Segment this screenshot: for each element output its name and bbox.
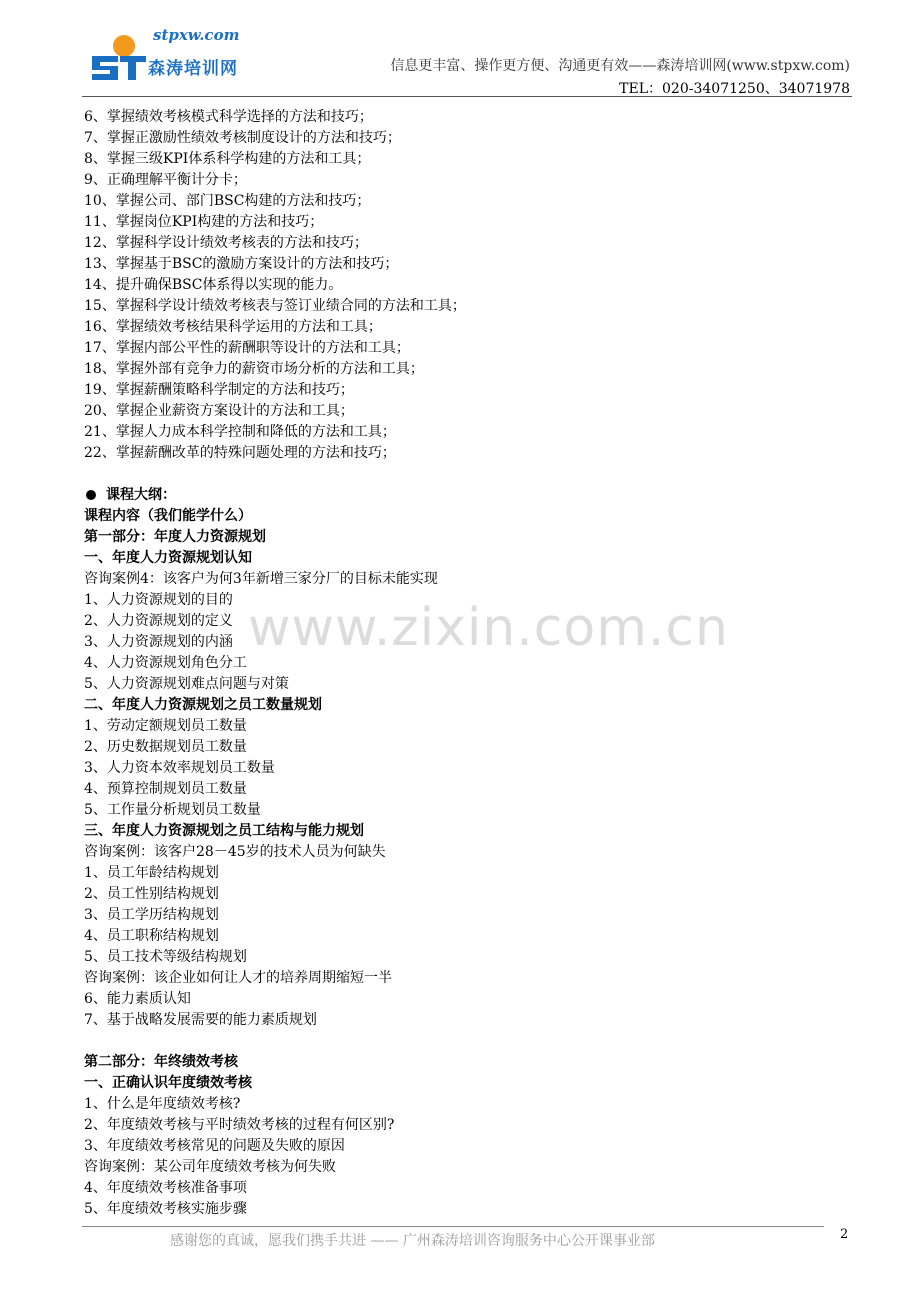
list-item: 14、提升确保BSC体系得以实现的能力。 (84, 277, 343, 293)
list-item: 3、年度绩效考核常见的问题及失败的原因 (84, 1138, 345, 1154)
list-item: 5、员工技术等级结构规划 (84, 949, 247, 965)
list-item: 11、掌握岗位KPI构建的方法和技巧； (84, 214, 324, 230)
header-divider (82, 96, 852, 97)
section-title: 一、年度人力资源规划认知 (84, 550, 252, 566)
list-item: 4、人力资源规划角色分工 (84, 655, 247, 671)
logo-url: stpxw.com (153, 26, 240, 44)
list-item: 1、劳动定额规划员工数量 (84, 718, 247, 734)
list-item: 20、掌握企业薪资方案设计的方法和工具； (84, 403, 354, 419)
section-title: 一、正确认识年度绩效考核 (84, 1075, 252, 1091)
list-item: 2、人力资源规划的定义 (84, 613, 233, 629)
bullet-icon (86, 490, 96, 500)
spacer (84, 464, 854, 485)
list-item: 7、掌握正激励性绩效考核制度设计的方法和技巧； (84, 130, 401, 146)
list-item: 2、年度绩效考核与平时绩效考核的过程有何区别? (84, 1117, 395, 1133)
list-item: 1、员工年龄结构规划 (84, 865, 219, 881)
list-item: 4、员工职称结构规划 (84, 928, 219, 944)
logo-mark-icon (88, 34, 150, 84)
list-item: 12、掌握科学设计绩效考核表的方法和技巧； (84, 235, 368, 251)
page-number: 2 (840, 1227, 849, 1242)
list-item: 22、掌握薪酬改革的特殊问题处理的方法和技巧； (84, 445, 396, 461)
list-item: 3、人力资源规划的内涵 (84, 634, 233, 650)
watermark: www.zixin.com.cn (248, 598, 729, 658)
list-item: 3、员工学历结构规划 (84, 907, 219, 923)
part2-title: 第二部分：年终绩效考核 (84, 1054, 238, 1070)
list-item: 2、历史数据规划员工数量 (84, 739, 247, 755)
list-item: 10、掌握公司、部门BSC构建的方法和技巧； (84, 193, 371, 209)
part1-title: 第一部分：年度人力资源规划 (84, 529, 266, 545)
list-item: 21、掌握人力成本科学控制和降低的方法和工具； (84, 424, 396, 440)
list-item: 16、掌握绩效考核结果科学运用的方法和工具； (84, 319, 382, 335)
section-title: 二、年度人力资源规划之员工数量规划 (84, 697, 322, 713)
list-item: 15、掌握科学设计绩效考核表与签订业绩合同的方法和工具； (84, 298, 466, 314)
list-item: 5、人力资源规划难点问题与对策 (84, 676, 289, 692)
logo-name: 森涛培训网 (148, 59, 238, 79)
list-item: 7、基于战略发展需要的能力素质规划 (84, 1012, 317, 1028)
list-item: 6、掌握绩效考核模式科学选择的方法和技巧； (84, 109, 373, 125)
list-item: 1、什么是年度绩效考核? (84, 1096, 241, 1112)
header-phone: TEL：020-34071250、34071978 (619, 81, 850, 97)
list-item: 13、掌握基于BSC的激励方案设计的方法和技巧； (84, 256, 399, 272)
list-item: 18、掌握外部有竞争力的薪资市场分析的方法和工具； (84, 361, 424, 377)
list-item: 咨询案例：该企业如何让人才的培养周期缩短一半 (84, 970, 392, 986)
objectives-list (84, 107, 854, 464)
spacer (84, 1031, 854, 1052)
list-item: 咨询案例4：该客户为何3年新增三家分厂的目标未能实现 (84, 571, 438, 587)
list-item: 3、人力资本效率规划员工数量 (84, 760, 275, 776)
header-slogan: 信息更丰富、操作更方便、沟通更有效——森涛培训网(www.stpxw.com) (390, 58, 850, 74)
list-item: 咨询案例：该客户28－45岁的技术人员为何缺失 (84, 844, 386, 860)
list-item: 4、预算控制规划员工数量 (84, 781, 247, 797)
list-item: 9、正确理解平衡计分卡； (84, 172, 247, 188)
document-body (84, 107, 854, 1220)
list-item: 8、掌握三级KPI体系科学构建的方法和工具； (84, 151, 371, 167)
list-item: 17、掌握内部公平性的薪酬职等设计的方法和工具； (84, 340, 410, 356)
list-item: 6、能力素质认知 (84, 991, 191, 1007)
list-item: 5、年度绩效考核实施步骤 (84, 1201, 247, 1217)
outline-subheading: 课程内容（我们能学什么） (84, 508, 252, 524)
footer-divider (82, 1226, 824, 1227)
outline-heading (84, 485, 854, 506)
section-title: 三、年度人力资源规划之员工结构与能力规划 (84, 823, 364, 839)
site-logo (88, 26, 248, 86)
list-item: 2、员工性别结构规划 (84, 886, 219, 902)
outline-heading-text: 课程大纲： (106, 487, 176, 503)
list-item: 19、掌握薪酬策略科学制定的方法和技巧； (84, 382, 354, 398)
list-item: 4、年度绩效考核准备事项 (84, 1180, 247, 1196)
list-item: 咨询案例：某公司年度绩效考核为何失败 (84, 1159, 336, 1175)
footer-text: 感谢您的真诚，愿我们携手共进 —— 广州森涛培训咨询服务中心公开课事业部 (170, 1233, 655, 1249)
list-item: 5、工作量分析规划员工数量 (84, 802, 261, 818)
list-item: 1、人力资源规划的目的 (84, 592, 233, 608)
